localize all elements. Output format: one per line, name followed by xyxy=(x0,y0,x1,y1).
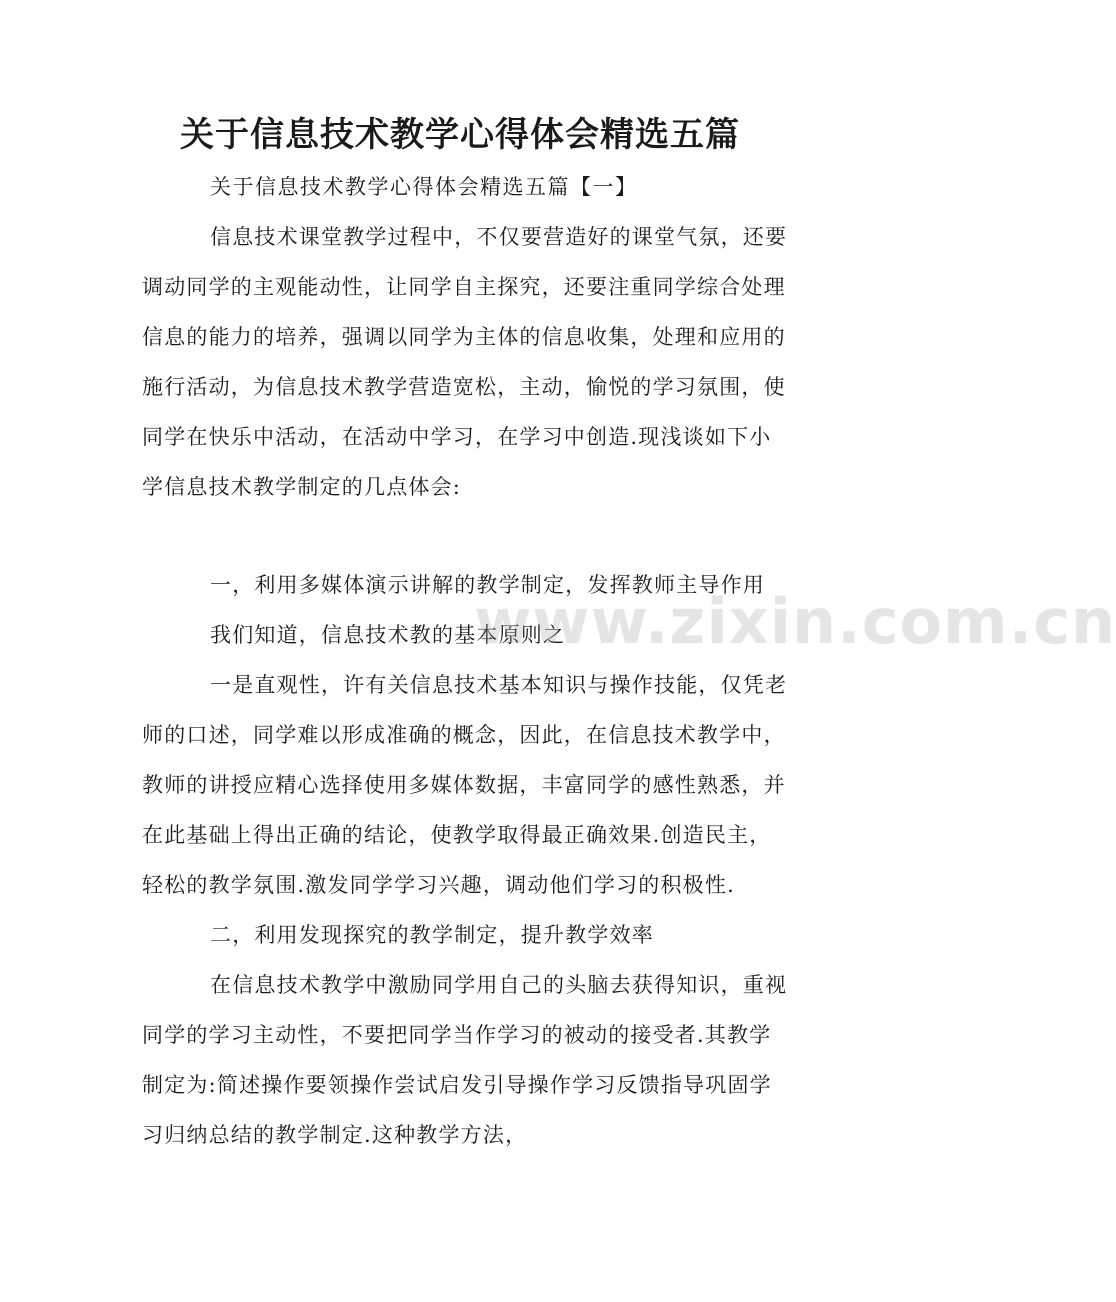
paragraph-gap xyxy=(142,512,790,560)
document-body xyxy=(142,162,790,1160)
section-subtitle: 关于信息技术教学心得体会精选五篇【一】 xyxy=(210,175,638,199)
section1-heading: 一，利用多媒体演示讲解的教学制定，发挥教师主导作用 xyxy=(210,573,765,597)
intro-paragraph: 信息技术课堂教学过程中，不仅要营造好的课堂气氛，还要调动同学的主观能动性，让同学自主探究，还要注重同学综合处理信息的能力的培养，强调以同学为主体的信息收集，处理和应用的施行活动，为信息技术教学营造宽松，主动，愉悦的学习氛围，使同学在快乐中活动，在活动中学习，在学习中创造.现浅谈如下小学信息技术教学制定的几点体会: xyxy=(142,225,788,499)
section1-paragraph: 一是直观性，许有关信息技术基本知识与操作技能，仅凭老师的口述，同学难以形成准确的概念，因此，在信息技术教学中，教师的讲授应精心选择使用多媒体数据，丰富同学的感性熟悉，并在此基础上得出正确的结论，使教学取得最正确效果.创造民主，轻松的教学氛围.激发同学学习兴趣，调动他们学习的积极性. xyxy=(142,673,788,897)
section2-paragraph: 在信息技术教学中激励同学用自己的头脑去获得知识，重视同学的学习主动性，不要把同学当作学习的被动的接受者.其教学制定为:简述操作要领操作尝试启发引导操作学习反馈指导巩固学习归纳总结的教学制定.这种教学方法， xyxy=(142,973,788,1147)
section1-line: 我们知道，信息技术教的基本原则之 xyxy=(210,623,566,647)
document-title: 关于信息技术教学心得体会精选五篇 xyxy=(180,115,740,155)
section2-heading: 二，利用发现探究的教学制定，提升教学效率 xyxy=(210,923,654,947)
watermark-logo: www.zixin.com.cn xyxy=(474,585,1116,658)
